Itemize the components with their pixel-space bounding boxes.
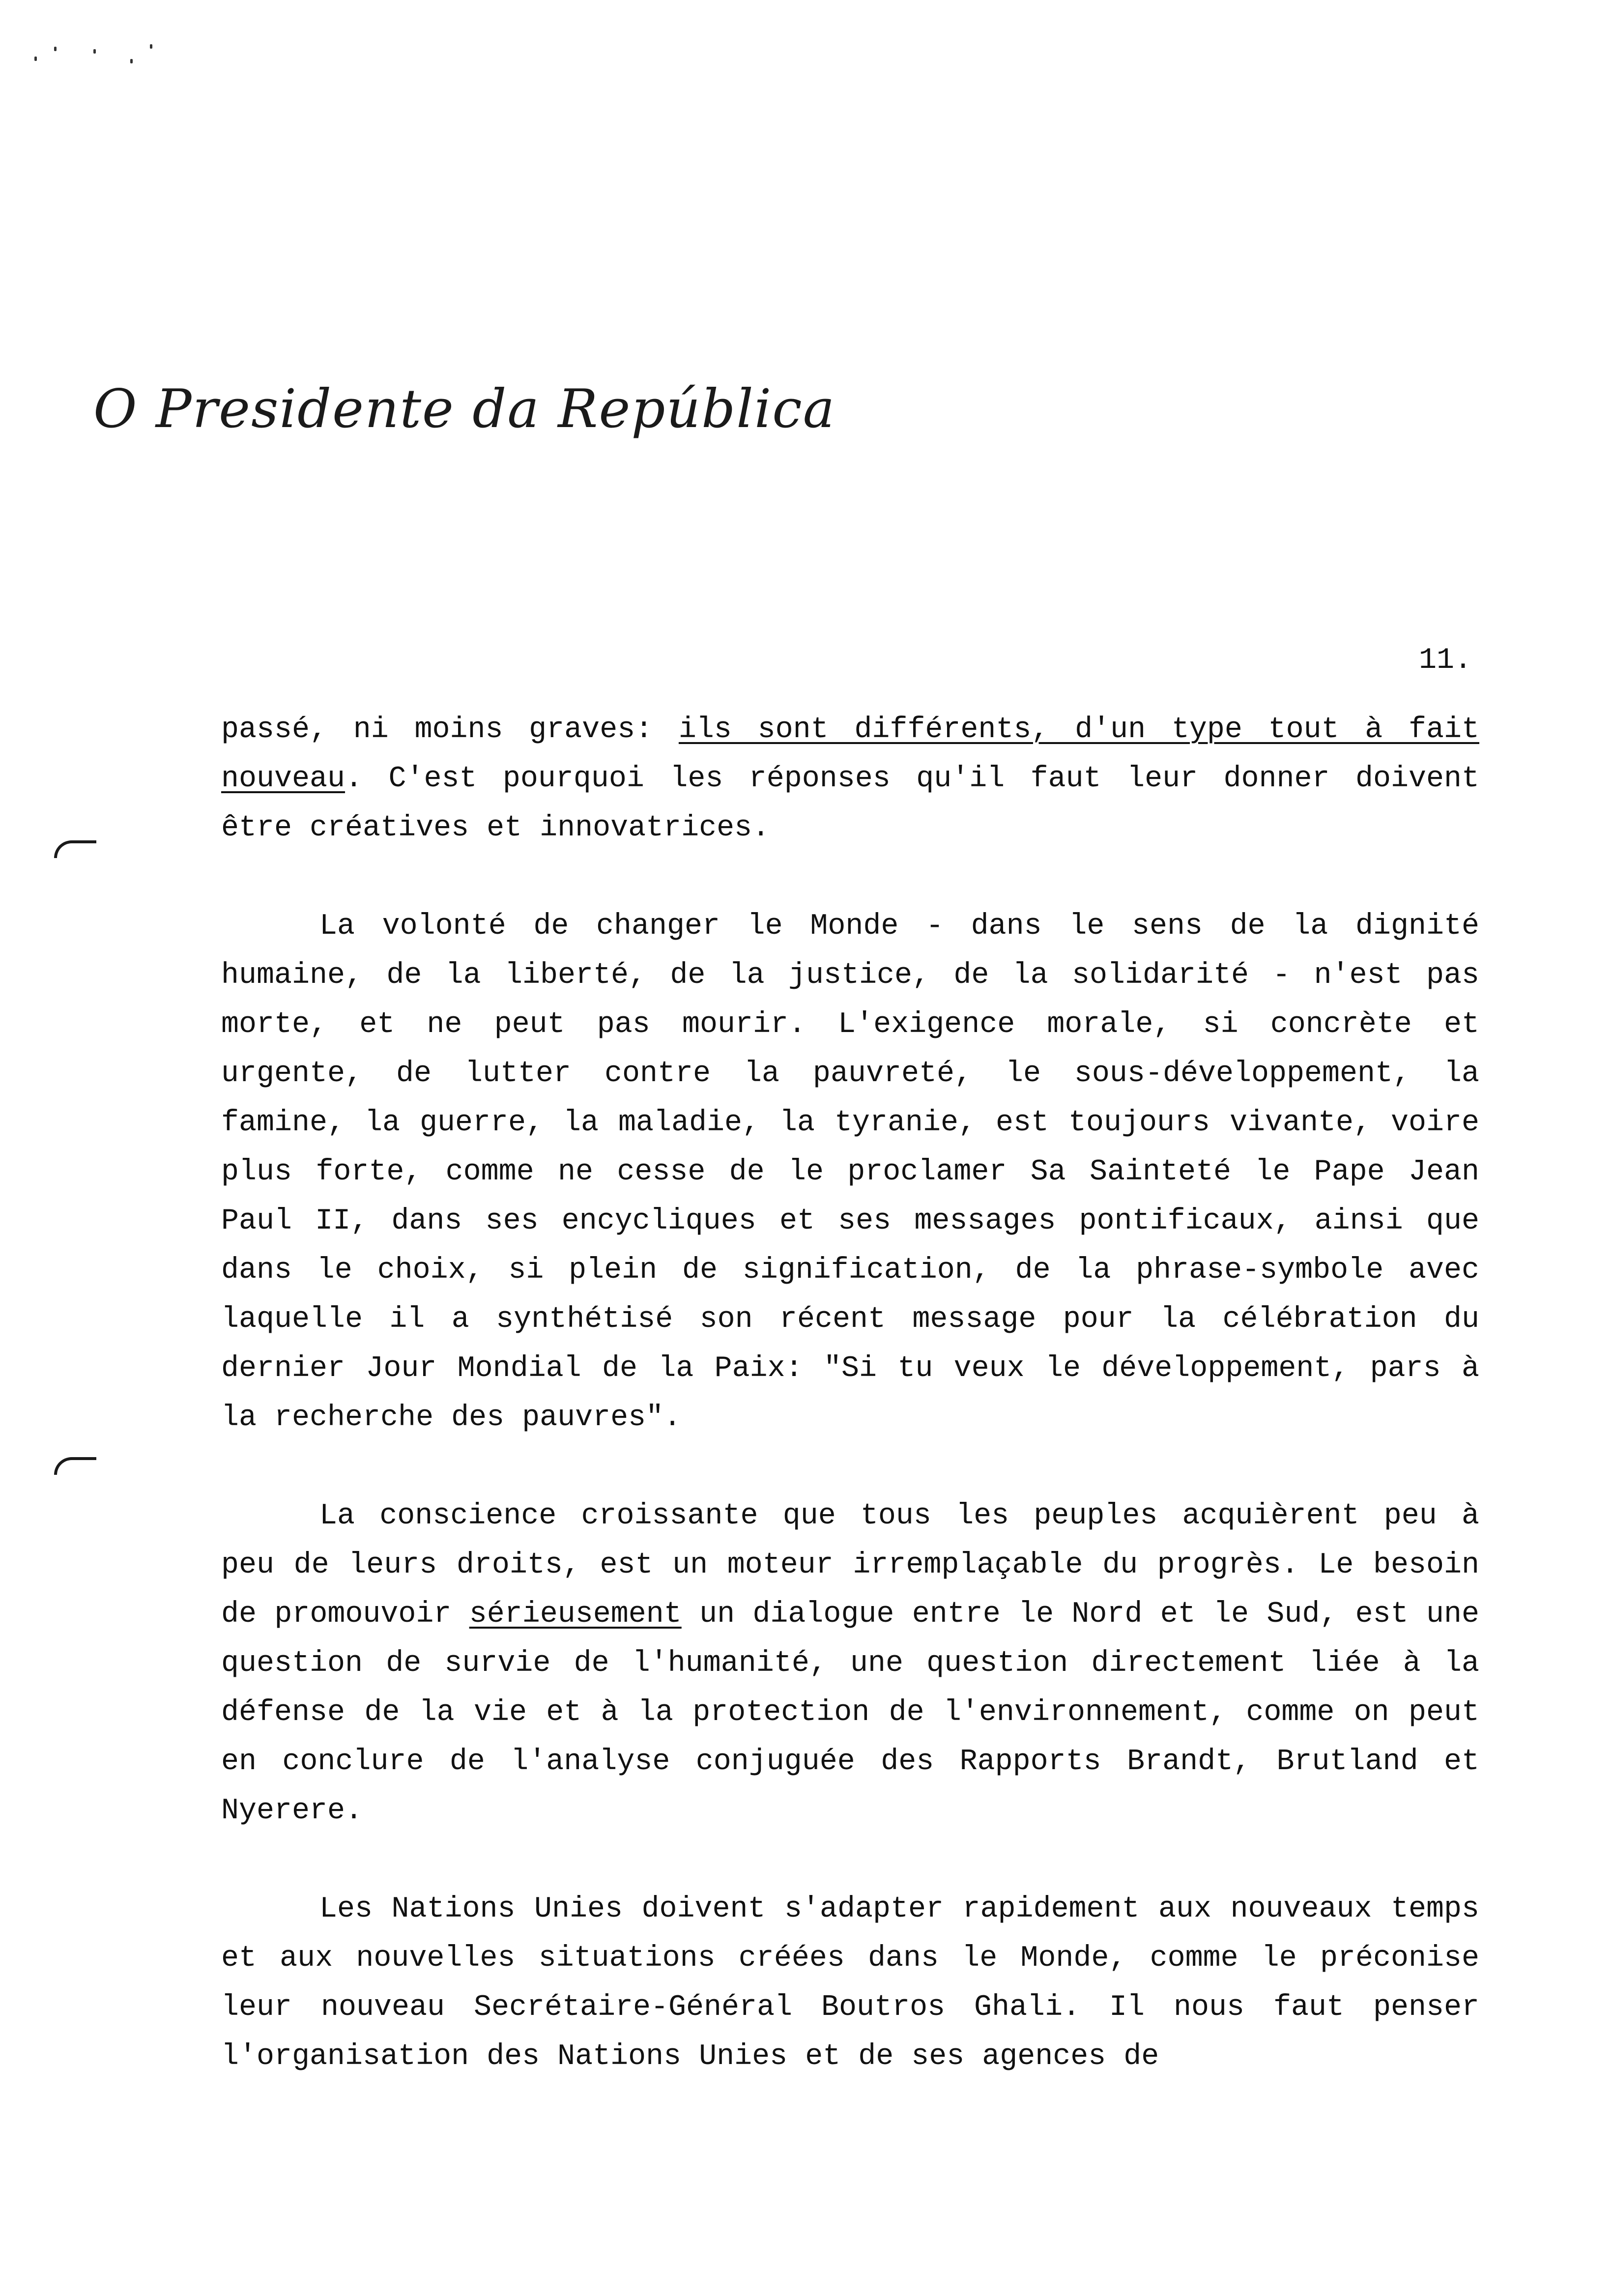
paragraph-2: [221, 902, 1479, 1442]
margin-mark: [54, 840, 96, 858]
paragraph-text: La conscience croissante que tous les peuples acquièrent peu à peu de leurs droits, est un moteur irremplaçable du progrès. Le besoin de promouvoir: [221, 1499, 1479, 1631]
paragraph-1: [221, 705, 1479, 853]
margin-mark: [54, 1457, 96, 1475]
scan-speck: [150, 44, 152, 49]
letterhead-title: O Presidente da República: [93, 378, 836, 440]
underlined-text: sérieusement: [469, 1598, 682, 1631]
paragraph-text: La volonté de changer le Monde - dans le sens de la dignité humaine, de la liberté, de la justice, de la solidarité - n'est pas morte, et ne peut pas mourir. L'exigence morale, si concrète et urgente, de lutter contre la pauvreté, le sous-développement, la famine, la guerre, la maladie, la tyranie, est toujours vivante, voire plus forte, comme ne cesse de le proclamer Sa Sainteté le Pape Jean Paul II, dans ses encycliques et ses messages pontificaux, ainsi que dans le choix, si plein de signification, de la phrase-symbole avec laquelle il a synthétisé son récent message pour la célébration du dernier Jour Mondial de la Paix: "Si tu veux le développement, pars à la recherche des pauvres".: [221, 910, 1479, 1435]
scan-speck: [54, 47, 57, 51]
page-number: 11.: [1418, 644, 1472, 677]
paragraph-text: Les Nations Unies doivent s'adapter rapidement aux nouveaux temps et aux nouvelles situations créées dans le Monde, comme le préconise leur nouveau Secrétaire-Général Boutros Ghali. Il nous faut penser l'organisation des Nations Unies et de ses agences de: [221, 1893, 1479, 2073]
paragraph-text: . C'est pourquoi les réponses qu'il faut leur donner doivent être créatives et innovatrices.: [221, 762, 1479, 845]
paragraph-4: [221, 1885, 1479, 2081]
scan-speck: [34, 57, 37, 61]
scan-speck: [130, 59, 133, 63]
scan-speck: [93, 49, 96, 54]
paragraph-text: passé, ni moins graves:: [221, 713, 679, 746]
underlined-text: ils sont différents, d'un type tout à fait nouveau: [221, 713, 1480, 796]
body-text: [221, 705, 1479, 2081]
paragraph-3: [221, 1492, 1479, 1836]
paragraph-text: un dialogue entre le Nord et le Sud, est une question de survie de l'humanité, une question directement liée à la défense de la vie et à la protection de l'environnement, comme on peut en conclure de l'analyse conjuguée des Rapports Brandt, Brutland et Nyerere.: [221, 1598, 1479, 1828]
